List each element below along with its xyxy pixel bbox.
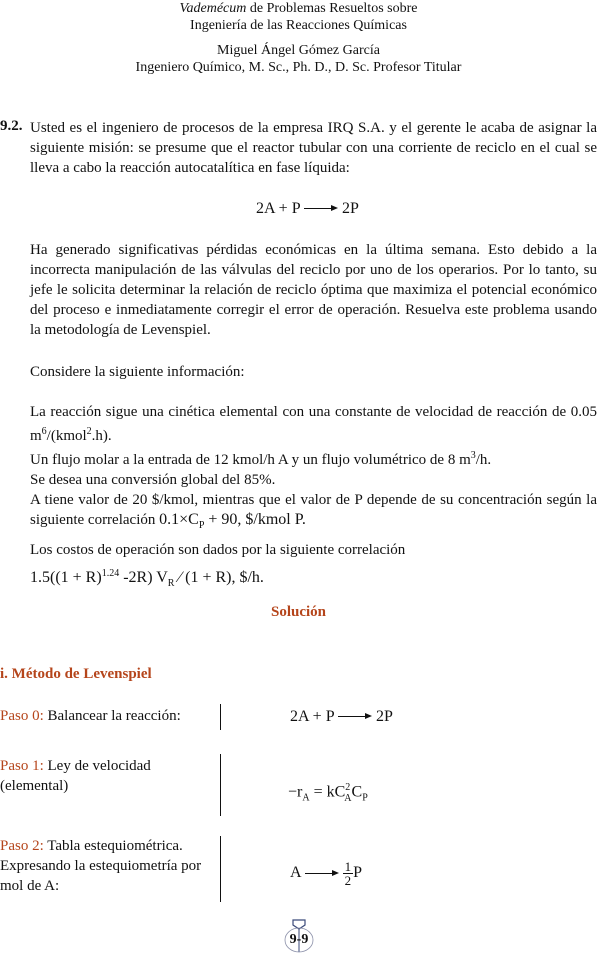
step-0-label: Paso 0: [0,708,44,724]
step-2-description [0,836,205,896]
info-item-conversion: Se desea una conversión global del 85%. [30,472,276,488]
arrow-right-icon [304,205,338,213]
step-2-equation: A $\frac{1}{2}$ P [290,859,363,888]
step-0-equation: 2A + P 2P [290,708,393,725]
arrow-right-icon [338,713,372,721]
info-item-flow: Un flujo molar a la entrada de 12 kmol/h A y un flujo volumétrico de 8 $m^3/h$. [30,450,492,468]
header-title-rest: de Problemas Resueltos sobre [246,1,418,16]
header-credentials: Ingeniero Químico, M. Sc., Ph. D., D. Sc. Profesor Titular [135,60,462,75]
method-heading: i. Método de Levenspiel [0,666,152,682]
problem-number: 9.2. [0,118,23,134]
step-1-equation: $-r_A = kC^2_AC_P$ [288,782,368,804]
step-1-label: Paso 1: [0,758,44,774]
problem-reaction [256,200,359,218]
step-0-description [0,706,215,726]
step-1-text: Ley de velocidad (elemental) [0,758,151,794]
info-item-kinetics: La reacción sigue una cinética elemental con una constante de velocidad de reacción de 0.05 $m^6/(kmol^2.h)$. [30,404,597,444]
header-title-italic: Vademécum [179,1,247,16]
step-2-label: Paso 2: [0,838,44,854]
reaction-left: 2A + P [256,200,300,217]
header-author: Miguel Ángel Gómez García [217,43,380,58]
arrow-right-icon [305,870,339,878]
solution-title: Solución [270,604,327,620]
step-2-divider [220,836,221,902]
step-2-text: Tabla estequiométrica. Expresando la estequiometría por mol de A: [0,838,202,894]
info-item-costs: Los costos de operación son dados por la siguiente correlación [30,542,406,558]
header-line-2: Ingeniería de las Reacciones Químicas [190,18,407,33]
step-0-divider [220,704,221,730]
problem-body: Ha generado significativas pérdidas económicas en la última semana. Esto debido a la incorrecta manipulación de las válvulas del reciclo por uno de los operarios. Por lo tanto, su jefe le solicita determinar la relación de reciclo óptima que maximiza el potencial económico del proceso e inmediatamente corregir el error de operación. Resuelva este problema usando la metodología de Levenspiel. [30,242,597,338]
problem-intro: Usted es el ingeniero de procesos de la empresa IRQ S.A. y el gerente le acaba de asignar la siguiente misión: se presume que el reactor tubular con una corriente de reciclo en el cual se lleva a cabo la reacción autocatalítica en fase líquida: [30,120,597,176]
step-1-divider [220,754,221,816]
page-number: 9-9 [289,932,309,947]
info-list [30,402,597,594]
step-1-description [0,756,175,796]
info-item-cost-formula: $1.5((1 + R)^{1.24}$ -2R) $V_R$ ⁄ (1 + R), $/h. [30,568,264,589]
info-item-prices: A tiene valor de 20 $/kmol, mientras que el valor de P depende de su concentración según la siguiente correlación $0.1\times C_P + 90$, $/kmol P. [30,492,597,531]
consider-text: Considere la siguiente información: [30,364,245,380]
reaction-right: 2P [342,200,359,217]
header-line-1 [0,0,597,17]
step-0-text: Balancear la reacción: [43,708,181,724]
page-number-badge [282,918,316,958]
fraction-one-half: $\frac{1}{2}$ [344,859,352,888]
